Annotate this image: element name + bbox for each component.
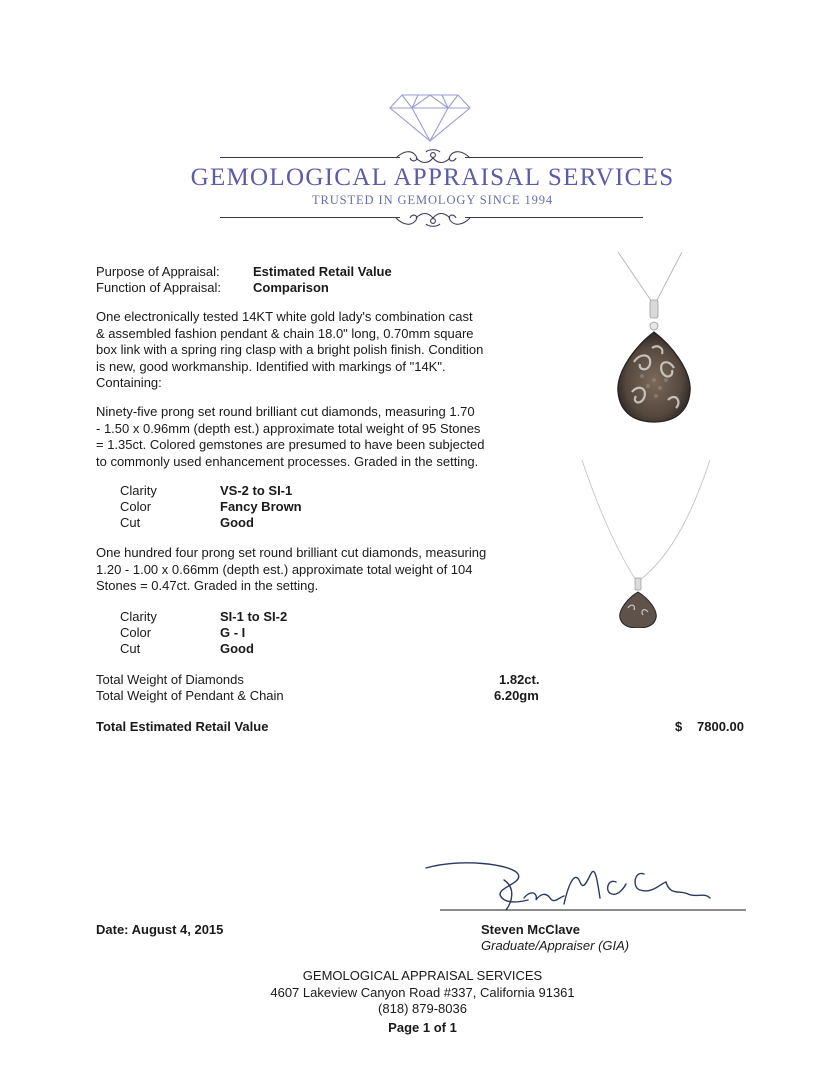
stones-1-line: = 1.35ct. Colored gemstones are presumed to have been subjected	[96, 437, 485, 452]
spec-label: Clarity	[120, 483, 157, 498]
total-diamonds-label: Total Weight of Diamonds	[96, 672, 244, 687]
company-tagline: TRUSTED IN GEMOLOGY SINCE 1994	[311, 193, 554, 207]
pendant-on-chain-image	[578, 458, 714, 628]
currency-symbol: $	[675, 719, 683, 734]
total-pendant-label: Total Weight of Pendant & Chain	[96, 688, 284, 703]
function-value: Comparison	[253, 280, 329, 295]
purpose-value: Estimated Retail Value	[253, 264, 392, 279]
function-label: Function of Appraisal:	[96, 280, 222, 295]
stones-2-line: One hundred four prong set round brilliant cut diamonds, measuring	[96, 545, 487, 560]
total-retail-value: 7800.00	[697, 719, 744, 734]
spec-value: Good	[220, 641, 254, 656]
spec-value: Fancy Brown	[220, 499, 302, 514]
appraiser-name: Steven McClave	[481, 922, 580, 937]
scroll-ornament-bottom-icon	[394, 208, 472, 228]
total-pendant-value: 6.20gm	[494, 688, 539, 703]
description-line: One electronically tested 14KT white gold lady's combination cast	[96, 309, 473, 324]
spec-label: Cut	[120, 515, 141, 530]
item-description	[96, 309, 516, 392]
diamond-logo-icon	[388, 93, 472, 143]
header-rule-bottom-right	[465, 217, 643, 218]
spec-label: Color	[120, 625, 152, 640]
spec-label: Cut	[120, 641, 141, 656]
description-line: box link with a spring ring clasp with a bright polish finish. Condition	[96, 342, 484, 357]
header-rule-bottom-left	[220, 217, 400, 218]
appraiser-signature	[420, 858, 748, 922]
stones-2-description	[96, 545, 516, 595]
appraiser-title: Graduate/Appraiser (GIA)	[481, 938, 630, 953]
appraisal-date: Date: August 4, 2015	[96, 922, 224, 937]
spec-label: Color	[120, 499, 152, 514]
company-name: GEMOLOGICAL APPRAISAL SERVICES	[190, 164, 675, 191]
pendant-closeup-image	[610, 252, 710, 424]
stones-1-line: - 1.50 x 0.96mm (depth est.) approximate total weight of 95 Stones	[96, 420, 481, 436]
spec-value: Good	[220, 515, 254, 530]
spec-label: Clarity	[120, 609, 157, 624]
spec-value: G - I	[220, 625, 246, 640]
footer-company: GEMOLOGICAL APPRAISAL SERVICES	[302, 968, 543, 983]
stones-1-description	[96, 404, 516, 470]
page-number: Page 1 of 1	[388, 1020, 457, 1035]
description-line: Containing:	[96, 375, 162, 390]
stones-2-line: Stones = 0.47ct. Graded in the setting.	[96, 578, 319, 593]
stones-1-line: to commonly used enhancement processes. Graded in the setting.	[96, 453, 479, 469]
purpose-label: Purpose of Appraisal:	[96, 264, 220, 279]
header-rule-top-left	[220, 157, 400, 158]
spec-value: VS-2 to SI-1	[220, 483, 293, 498]
description-line: is new, good workmanship. Identified with markings of "14K".	[96, 358, 446, 374]
stones-1-line: Ninety-five prong set round brilliant cut diamonds, measuring 1.70	[96, 404, 475, 419]
stones-2-line: 1.20 - 1.00 x 0.66mm (depth est.) approximate total weight of 104	[96, 561, 473, 577]
total-diamonds-value: 1.82ct.	[499, 672, 540, 687]
total-retail-label: Total Estimated Retail Value	[96, 719, 269, 734]
footer-address: 4607 Lakeview Canyon Road #337, California 91361	[270, 985, 575, 1000]
header-rule-top-right	[465, 157, 643, 158]
spec-value: SI-1 to SI-2	[220, 609, 288, 624]
footer-phone: (818) 879-8036	[378, 1001, 467, 1016]
description-line: & assembled fashion pendant & chain 18.0" long, 0.70mm square	[96, 325, 474, 341]
